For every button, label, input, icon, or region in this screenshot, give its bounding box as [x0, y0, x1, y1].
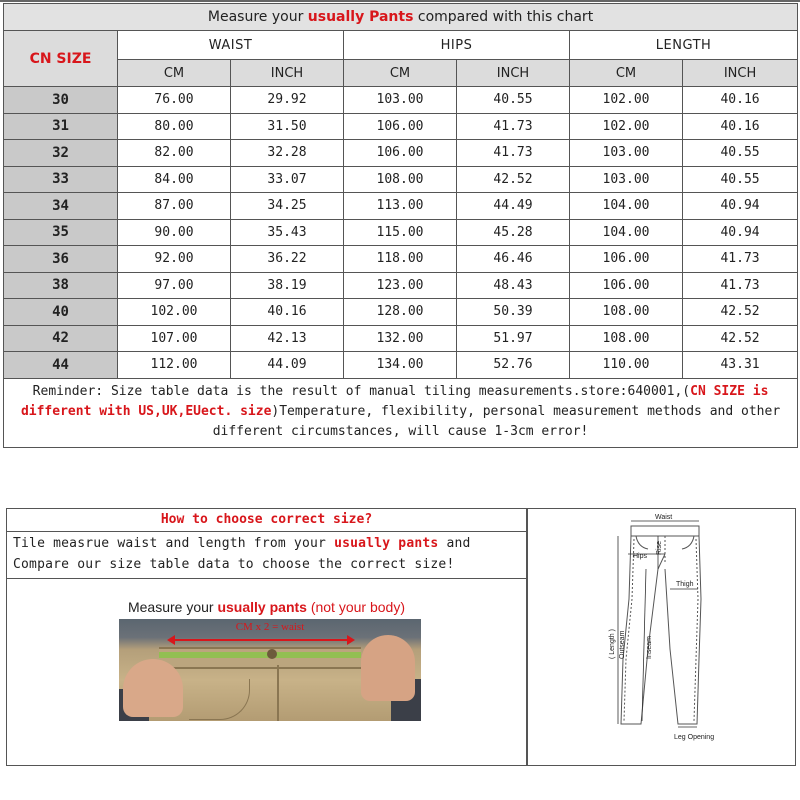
- waist-label: Waist: [655, 514, 673, 521]
- chart-caption: [4, 4, 798, 31]
- value-cell: 118.00: [344, 246, 457, 273]
- measure-caption: [7, 599, 526, 615]
- value-cell: 44.49: [457, 193, 570, 220]
- value-cell: 108.00: [570, 299, 683, 326]
- hips-header: HIPS: [344, 31, 570, 60]
- value-cell: 97.00: [118, 272, 231, 299]
- unit-header: INCH: [683, 60, 798, 87]
- size-cell: 40: [4, 299, 118, 326]
- left-hand: [123, 659, 183, 717]
- value-cell: 106.00: [570, 272, 683, 299]
- table-row: [4, 113, 798, 140]
- value-cell: 90.00: [118, 219, 231, 246]
- measuring-tape: [159, 652, 361, 658]
- size-cell: 33: [4, 166, 118, 193]
- value-cell: 36.22: [231, 246, 344, 273]
- pants-diagram-svg: [528, 509, 795, 765]
- measure-highlight: usually pants: [217, 599, 307, 615]
- leg-opening-label: Leg Opening: [674, 734, 715, 741]
- measure-text: Measure your: [127, 599, 218, 615]
- size-cell: 32: [4, 140, 118, 167]
- size-cell: 42: [4, 325, 118, 352]
- measure-arrow-line: [171, 639, 351, 641]
- value-cell: 108.00: [570, 325, 683, 352]
- value-cell: 41.73: [457, 140, 570, 167]
- thigh-label: Thigh: [676, 581, 694, 588]
- value-cell: 106.00: [344, 140, 457, 167]
- table-row: [4, 193, 798, 220]
- value-cell: 104.00: [570, 219, 683, 246]
- value-cell: 35.43: [231, 219, 344, 246]
- reminder-highlight: CN SIZE is different with US,UK,EUect. size: [20, 383, 769, 419]
- caption-text: Measure your: [207, 9, 308, 25]
- how-to-choose-box: [6, 508, 527, 766]
- value-cell: 87.00: [118, 193, 231, 220]
- value-cell: 38.19: [231, 272, 344, 299]
- table-row: [4, 140, 798, 167]
- value-cell: 112.00: [118, 352, 231, 379]
- value-cell: 84.00: [118, 166, 231, 193]
- value-cell: 31.50: [231, 113, 344, 140]
- table-row: [4, 352, 798, 379]
- size-cell: 36: [4, 246, 118, 273]
- value-cell: 34.25: [231, 193, 344, 220]
- value-cell: 110.00: [570, 352, 683, 379]
- value-cell: 113.00: [344, 193, 457, 220]
- value-cell: 102.00: [118, 299, 231, 326]
- unit-header: INCH: [457, 60, 570, 87]
- table-row: [4, 325, 798, 352]
- value-cell: 103.00: [570, 140, 683, 167]
- value-cell: 80.00: [118, 113, 231, 140]
- value-cell: 128.00: [344, 299, 457, 326]
- unit-header: CM: [344, 60, 457, 87]
- length-label: ( Length ): [609, 629, 616, 659]
- value-cell: 51.97: [457, 325, 570, 352]
- value-cell: 42.52: [683, 325, 798, 352]
- value-cell: 103.00: [344, 87, 457, 114]
- value-cell: 92.00: [118, 246, 231, 273]
- value-cell: 42.52: [457, 166, 570, 193]
- value-cell: 40.55: [683, 166, 798, 193]
- value-cell: 40.16: [231, 299, 344, 326]
- unit-header: CM: [118, 60, 231, 87]
- size-cell: 30: [4, 87, 118, 114]
- value-cell: 132.00: [344, 325, 457, 352]
- reminder-text: Reminder: Size table data is the result of manual tiling measurements.store:640001,(: [32, 383, 691, 399]
- value-cell: 108.00: [344, 166, 457, 193]
- value-cell: 76.00: [118, 87, 231, 114]
- value-cell: 102.00: [570, 113, 683, 140]
- inseam-label: Inseam: [646, 636, 653, 659]
- pants-measuring-photo: [119, 619, 421, 721]
- right-hand: [361, 635, 415, 701]
- cm-x2-label: CM x 2 = waist: [235, 621, 305, 633]
- hips-label: Hips: [633, 553, 648, 560]
- length-header: LENGTH: [570, 31, 798, 60]
- value-cell: 41.73: [683, 246, 798, 273]
- top-rule: [0, 0, 800, 2]
- value-cell: 42.52: [683, 299, 798, 326]
- size-cell: 38: [4, 272, 118, 299]
- value-cell: 40.55: [683, 140, 798, 167]
- reminder-note: [4, 378, 798, 447]
- value-cell: 41.73: [457, 113, 570, 140]
- table-row: [4, 219, 798, 246]
- value-cell: 134.00: [344, 352, 457, 379]
- value-cell: 102.00: [570, 87, 683, 114]
- value-cell: 82.00: [118, 140, 231, 167]
- value-cell: 45.28: [457, 219, 570, 246]
- value-cell: 106.00: [344, 113, 457, 140]
- value-cell: 32.28: [231, 140, 344, 167]
- table-row: [4, 299, 798, 326]
- how-to-title: How to choose correct size?: [7, 509, 526, 532]
- value-cell: 40.16: [683, 113, 798, 140]
- value-cell: 106.00: [570, 246, 683, 273]
- table-row: [4, 246, 798, 273]
- value-cell: 104.00: [570, 193, 683, 220]
- value-cell: 52.76: [457, 352, 570, 379]
- value-cell: 40.94: [683, 219, 798, 246]
- value-cell: 107.00: [118, 325, 231, 352]
- value-cell: 42.13: [231, 325, 344, 352]
- value-cell: 103.00: [570, 166, 683, 193]
- caption-text-end: compared with this chart: [413, 9, 594, 25]
- outseam-label: Outseam: [619, 630, 626, 659]
- table-row: [4, 272, 798, 299]
- value-cell: 123.00: [344, 272, 457, 299]
- caption-highlight: usually Pants: [307, 9, 414, 25]
- size-cell: 34: [4, 193, 118, 220]
- value-cell: 29.92: [231, 87, 344, 114]
- value-cell: 115.00: [344, 219, 457, 246]
- reminder-text-end: )Temperature, flexibility, personal measurement methods and other different circumstances, will cause 1-3cm error!: [212, 403, 781, 439]
- unit-header: CM: [570, 60, 683, 87]
- size-cell: 35: [4, 219, 118, 246]
- rise-label: Rise: [656, 540, 663, 555]
- size-cell: 44: [4, 352, 118, 379]
- instructions-highlight: usually pants: [334, 536, 439, 551]
- measure-note: (not your body): [306, 599, 405, 615]
- instructions-text-end: and Compare our size table data to choose the correct size!: [13, 536, 471, 572]
- size-cell: 31: [4, 113, 118, 140]
- value-cell: 40.55: [457, 87, 570, 114]
- how-to-instructions: [7, 532, 526, 579]
- table-row: [4, 87, 798, 114]
- size-chart-table: [3, 3, 798, 448]
- unit-header: INCH: [231, 60, 344, 87]
- value-cell: 33.07: [231, 166, 344, 193]
- value-cell: 44.09: [231, 352, 344, 379]
- pants-measurement-diagram: [527, 508, 796, 766]
- cn-size-header: CN SIZE: [4, 31, 118, 87]
- value-cell: 50.39: [457, 299, 570, 326]
- value-cell: 40.16: [683, 87, 798, 114]
- waist-header: WAIST: [118, 31, 344, 60]
- table-row: [4, 166, 798, 193]
- value-cell: 43.31: [683, 352, 798, 379]
- value-cell: 46.46: [457, 246, 570, 273]
- value-cell: 48.43: [457, 272, 570, 299]
- instructions-text: Tile measrue waist and length from your: [13, 536, 335, 551]
- value-cell: 40.94: [683, 193, 798, 220]
- value-cell: 41.73: [683, 272, 798, 299]
